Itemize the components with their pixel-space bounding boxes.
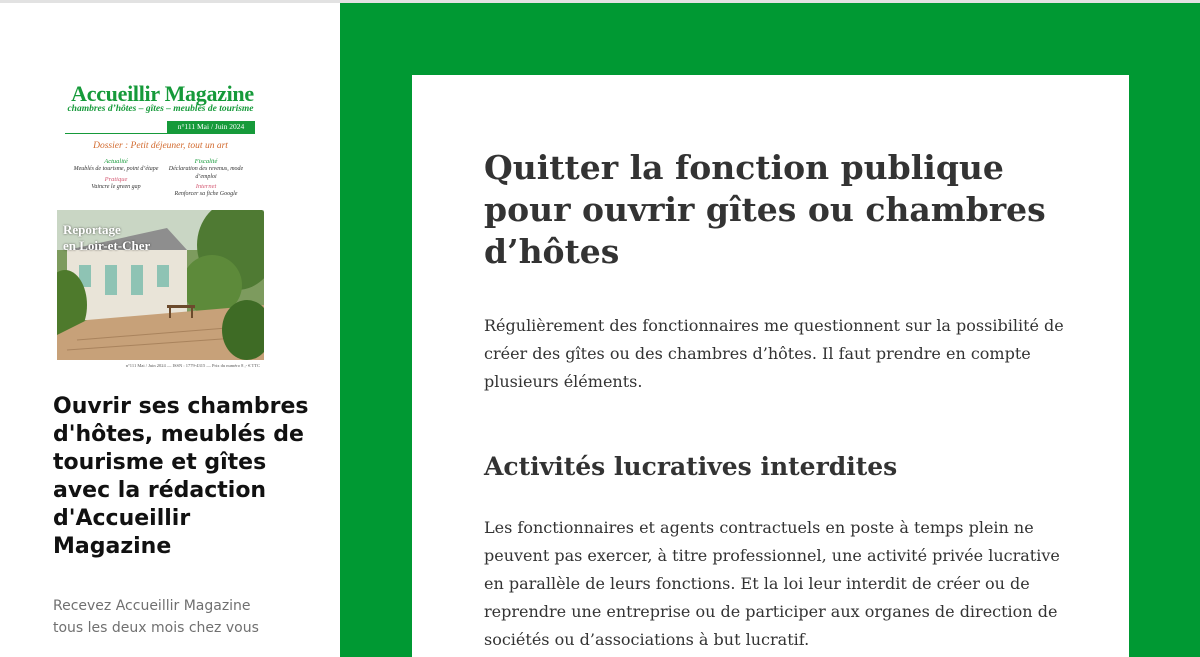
cover-reportage-line: Reportage bbox=[63, 222, 121, 237]
sidebar-heading[interactable]: Ouvrir ses chambres d'hôtes, meublés de tourisme et gîtes avec la rédaction d'Accueillir Magazine bbox=[53, 394, 309, 559]
cover-divider bbox=[65, 133, 255, 134]
cover-right-column bbox=[161, 158, 251, 201]
cover-topic-key: Internet bbox=[195, 183, 217, 190]
article-card bbox=[412, 75, 1129, 657]
cover-dossier: Dossier : Petit déjeuner, tout un art bbox=[93, 141, 228, 151]
cover-footer: n°111 Mai / Juin 2024 — ISSN : 1779-4315 — Prix du numéro 8 ,- € TTC bbox=[125, 363, 260, 368]
section-heading: Activités lucratives interdites bbox=[484, 452, 898, 481]
article-title: Quitter la fonction publique pour ouvrir gîtes ou chambres d’hôtes bbox=[484, 148, 1046, 271]
magazine-cover-image[interactable] bbox=[57, 79, 264, 372]
sidebar-description: Recevez Accueillir Magazine tous les deux mois chez vous bbox=[53, 598, 259, 636]
cover-topic-value: Vaincre le green gap bbox=[91, 183, 141, 190]
cover-left-column bbox=[71, 158, 161, 193]
section-paragraph: Les fonctionnaires et agents contractuels en poste à temps plein ne peuvent pas exercer, à titre professionnel, une activité privée lucrative en parallèle de leurs fonctions. Et la loi leur interdit de créer ou de reprendre une entreprise ou de participer aux organes de direction de sociétés ou d’associations à but lucratif. bbox=[484, 518, 1060, 649]
article-intro: Régulièrement des fonctionnaires me questionnent sur la possibilité de créer des gîtes ou des chambres d’hôtes. Il faut prendre en compte plusieurs éléments. bbox=[484, 316, 1064, 391]
cover-topic-value: Déclaration des revenus, mode d’emploi bbox=[168, 166, 244, 180]
cover-topic-key: Fiscalité bbox=[194, 158, 218, 165]
cover-reportage-line: en Loir-et-Cher bbox=[63, 238, 151, 253]
cover-topic-key: Pratique bbox=[104, 175, 128, 183]
cover-topic-key: Actualité bbox=[104, 158, 128, 165]
cover-issue-badge: n°111 Mai / Juin 2024 bbox=[167, 121, 255, 133]
cover-topic-value: Meublés de tourisme, point d’étape bbox=[73, 166, 159, 172]
cover-reportage-label bbox=[63, 222, 150, 254]
cover-subtitle: chambres d’hôtes – gîtes – meublés de tourisme bbox=[67, 104, 254, 114]
cover-topic-value: Renforcer sa fiche Google bbox=[174, 191, 238, 197]
cover-title: Accueillir Magazine bbox=[71, 81, 254, 106]
